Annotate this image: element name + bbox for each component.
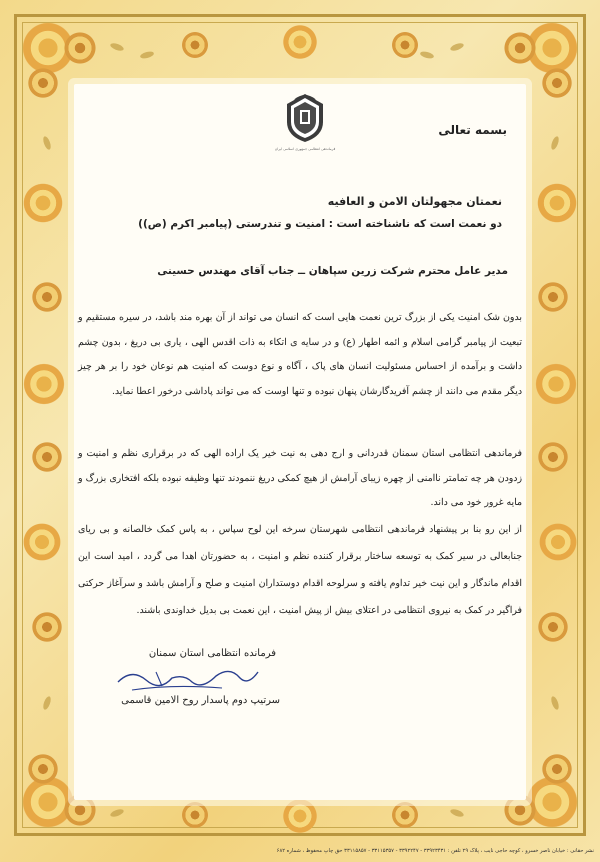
printer-footer: نشر حقانی : خیابان ناصر خسرو ، کوچه حاجی نایب ، پلاک ۲۹ تلفن : ۳۳۹۲۳۴۳۱ - ۳۳۹۲۲۴۷ - ۳۳۱۱۵۳۵۷ - ۳۳۱۱۵۸۵۷ حق چاپ محفوظ ، شماره ۶۸۲ [276,848,594,854]
body-paragraph-2 [78,442,522,516]
paragraph-text: بدون شک امنیت یکی از بزرگ ترین نعمت هایی است که انسان می تواند از آن بهره مند باشد، در سیره مستقیم و تبعیت از پیامبر گرامی اسلام و ائمه اطهار (ع) و در سایه ی اتکاء به ذات اقدس الهی ، یاری بی دریغ ، بدون چشم داشت و برآمده از احساس مسئولیت انسان های پاک ، آگاه و نوع دوست که امنیت هم نوعان خود را بر هر چیز دیگر مقدم می دانند از چشم آفریدگارشان پنهان نبوده و تنها اوست که می تواند پاداشی درخور اعطا نماید. [78,312,522,397]
signatory-name: سرتیپ دوم پاسدار روح الامین قاسمی [121,695,280,706]
heading-hadith: نعمتان مجهولتان الامن و العافیه [327,195,502,208]
recipient-line: مدیر عامل محترم شرکت زرین سپاهان ــ جناب آقای مهندس حسینی [157,265,508,277]
paragraph-text: فرماندهی انتظامی استان سمنان قدردانی و ارج دهی به نیت خیر یک اراده الهی که در برقراری نظم و امنیت و زدودن هر چه تمامتر ناامنی از چهره زیبای آرامش از هیچ کمکی دریغ ننمودند تنها وظیفه نبوده بلکه افتخاری بزرگ و مایه غرور خود می داند. [78,448,522,508]
heading-translation: دو نعمت است که ناشناخته است : امنیت و تندرستی (پیامبر اکرم (ص)) [138,218,502,230]
basmala: بسمه تعالی [438,123,507,137]
body-paragraph-3 [78,516,522,624]
logo-caption: فرماندهی انتظامی جمهوری اسلامی ایران [274,147,336,151]
paragraph-text: از این رو بنا بر پیشنهاد فرماندهی انتظامی شهرستان سرخه این لوح سپاس ، به پاس کمک خالصانه و بی ریای جنابعالی در سیر کمک به توسعه ساختار برقرار کننده نظم و امنیت ، به حضورتان اهدا می گردد ، امید است این اقدام ماندگار و این نیت خیر تداوم یافته و سرلوحه اقدام دوستداران امنیت و صلح و آرامش باشد و سرآغاز حرکتی فراگیر در کمک به نیروی انتظامی در اعتلای بیش از پیش امنیت ، این نعمت بی بدیل خداوندی باشند. [78,524,522,616]
police-emblem-logo [283,92,327,144]
signatory-title: فرمانده انتظامی استان سمنان [148,648,276,659]
handwritten-signature [112,660,262,698]
body-paragraph-1 [78,306,522,404]
